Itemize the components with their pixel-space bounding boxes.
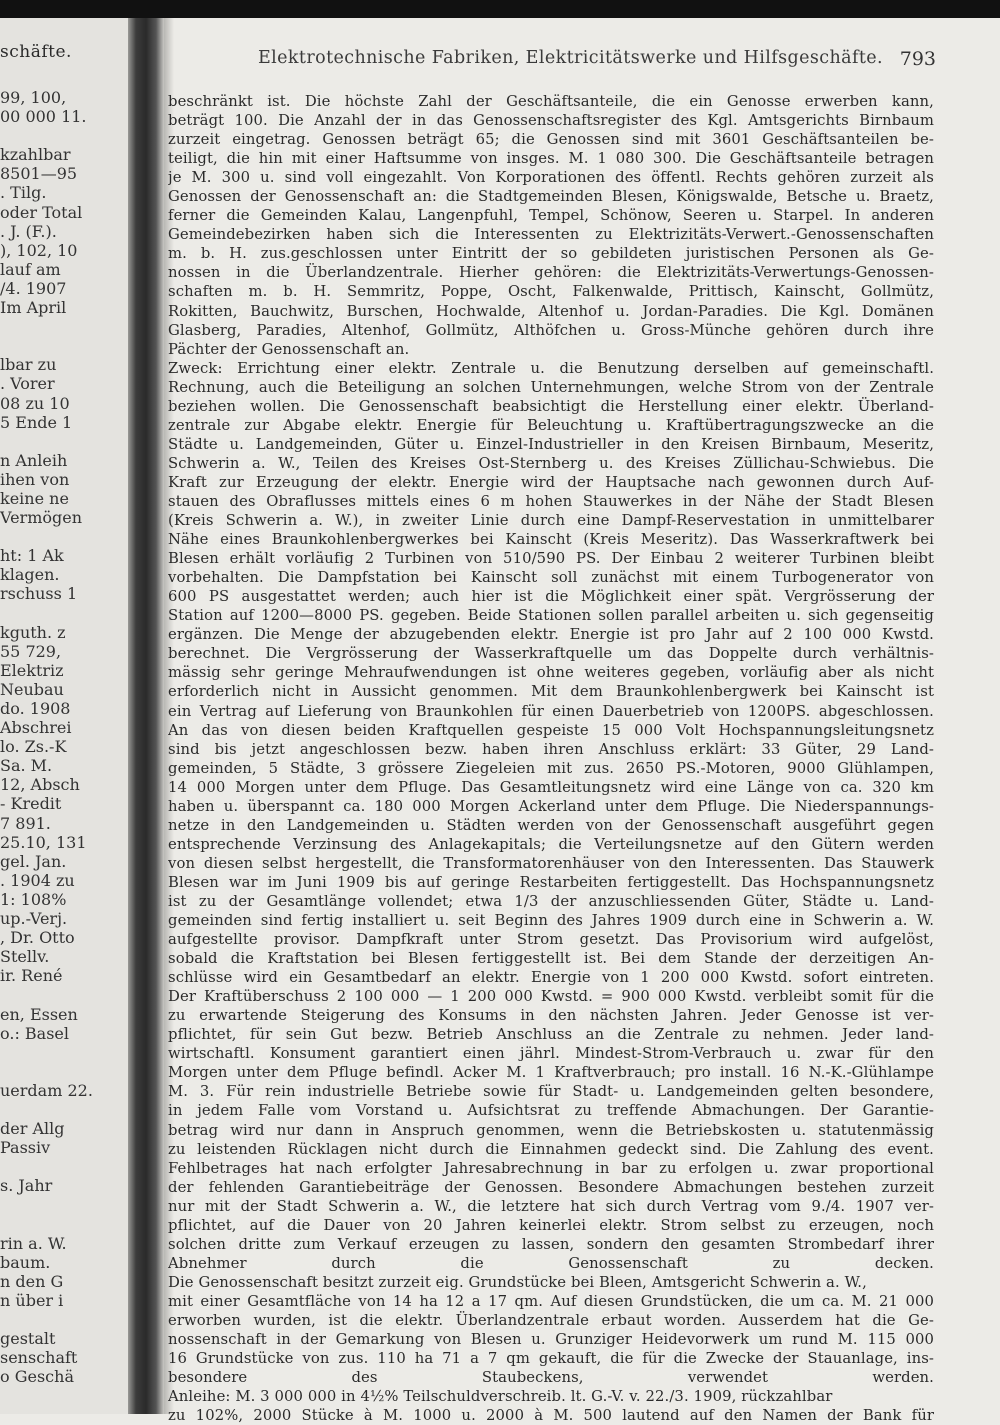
text-line: stauen des Obraflusses mittels eines 6 m hohen Stauwerkes in der Nähe der Stadt Blesen	[168, 492, 934, 510]
text-line: Rechnung, auch die Beteiligung an solchen Unternehmungen, welche Strom von der Zentrale	[168, 378, 934, 396]
left-page-line	[0, 1310, 132, 1329]
text-line: M. 3. Für rein industrielle Betriebe sowie für Stadt- u. Landgemeinden gelten besondere,	[168, 1083, 934, 1101]
text-line: erworben wurden, ist die elektr. Überlandzentrale erbaut worden. Ausserdem hat die Ge-	[168, 1312, 934, 1329]
left-page-line: kzahlbar	[0, 145, 71, 165]
left-page-line: oder Total	[0, 202, 83, 222]
text-line: haben u. überspannt ca. 180 000 Morgen Ackerland unter dem Pfluge. Die Niederspannungs-	[168, 797, 934, 815]
text-line: (Kreis Schwerin a. W.), in zweiter Linie durch eine Dampf-Reservestation in unmittelbarer	[168, 512, 934, 530]
left-page-line: . Tilg.	[0, 183, 47, 203]
text-line: Anleihe: M. 3 000 000 in 4½% Teilschuldverschreib. lt. G.-V. v. 22./3. 1909, rückzahlbar	[168, 1388, 833, 1406]
text-line: mässig sehr geringe Mehraufwendungen ist ohne weiteres gegeben, vorläufig aber als nicht	[168, 664, 934, 682]
left-page-line: Vermögen	[0, 508, 83, 528]
text-line: besondere des Staubeckens, verwendet werden.	[168, 1369, 934, 1387]
text-line: 16 Grundstücke von zus. 110 ha 71 a 7 qm gekauft, die für die Zwecke der Stauanlage, ins-	[168, 1350, 934, 1368]
text-line: zurzeit eingetrag. Genossen beträgt 65; die Genossen sind mit 3601 Geschäftsanteilen be-	[168, 131, 934, 149]
text-line: in jedem Falle vom Vorstand u. Aufsichtsrat zu treffende Abmachungen. Der Garantie-	[168, 1102, 934, 1120]
text-line: Station auf 1200—8000 PS. gegeben. Beide Stationen sollen parallel arbeiten u. sich gegenseitig	[168, 607, 934, 625]
text-line: der fehlenden Garantiebeiträge der Genossen. Besondere Abmachungen bestehen zurzeit	[168, 1178, 934, 1196]
left-page-line: 8501—95	[0, 164, 78, 184]
text-line: entsprechende Verzinsung des Anlagekapitals; die Verteilungsnetze auf den Gütern werden	[168, 835, 934, 853]
text-line: pflichtet, auf die Dauer von 20 Jahren keinerlei elektr. Strom selbst zu erzeugen, noch	[168, 1216, 934, 1234]
text-line: gemeinden, 5 Städte, 3 grössere Ziegeleien mit zus. 2650 PS.-Motoren, 9000 Glühlampen,	[168, 759, 934, 777]
left-page-line: klagen.	[0, 565, 60, 585]
left-page-line: . Vorer	[0, 374, 55, 394]
text-line: pflichtet, für sein Gut bezw. Betrieb Anschluss an die Zentrale zu nehmen. Jeder land-	[168, 1026, 934, 1044]
left-page-line: 08 zu 10	[0, 393, 70, 413]
left-page-line: ht: 1 Ak	[0, 546, 64, 566]
text-line: teiligt, die hin mit einer Haftsumme von insges. M. 1 080 300. Die Geschäftsanteile betragen	[168, 150, 934, 168]
left-page-line: rin a. W.	[0, 1233, 67, 1253]
left-page-line	[0, 604, 132, 623]
right-page	[168, 18, 1000, 1425]
left-page-line: n über i	[0, 1290, 64, 1310]
left-page-fragment	[0, 18, 132, 1414]
left-page-line: gestalt	[0, 1329, 56, 1349]
text-line: zu 102%, 2000 Stücke à M. 1000 u. 2000 à M. 500 lautend auf den Namen der Bank für	[168, 1407, 934, 1425]
text-line: netze in den Landgemeinden u. Städten werden von der Genossenschaft ausgeführt gegen	[168, 816, 934, 834]
text-line: Morgen unter dem Pfluge befindl. Acker M. 1 Kraftverbrauch; pro install. 16 N.-K.-Glühlampe	[168, 1064, 934, 1082]
text-line: zu erwartende Steigerung des Konsums in den nächsten Jahren. Jeder Genosse ist ver-	[168, 1007, 934, 1025]
left-page-line	[0, 1195, 132, 1214]
left-page-line: 1: 108%	[0, 889, 67, 909]
text-line: Der Kraftüberschuss 2 100 000 — 1 200 000 Kwstd. = 900 000 Kwstd. verbleibt somit für die	[168, 988, 934, 1006]
left-page-line: 7 891.	[0, 813, 51, 833]
left-page-line	[0, 432, 132, 451]
left-page-line: n Anleih	[0, 450, 68, 470]
left-page-line: gel. Jan.	[0, 851, 67, 871]
text-line: betrag wird nur dann in Anspruch genommen, wenn die Betriebskosten u. statutenmässig	[168, 1121, 934, 1139]
text-line: Genossen der Genossenschaft an: die Stadtgemeinden Blesen, Königswalde, Betsche u. Braetz,	[168, 188, 934, 206]
text-line: 14 000 Morgen unter dem Pfluge. Das Gesamtleitungsnetz wird eine Länge von ca. 320 km	[168, 778, 934, 796]
left-page-line: ihen von	[0, 469, 70, 489]
text-line: vorbehalten. Die Dampfstation bei Kainscht soll zunächst mit einem Turbogenerator von	[168, 569, 934, 587]
left-page-line: Stellv.	[0, 947, 50, 967]
text-line: Kraft zur Erzeugung der elektr. Energie wird der Hauptsache nach gewonnen durch Auf-	[168, 473, 934, 491]
left-page-line	[0, 1062, 132, 1081]
left-page-line: s. Jahr	[0, 1176, 53, 1196]
left-page-line	[0, 1215, 132, 1234]
left-page-line	[0, 317, 132, 336]
left-page-line: 55 729,	[0, 641, 62, 661]
left-page-line: Abschrei	[0, 718, 72, 738]
text-line: zu leistenden Rücklagen nicht durch die Einnahmen gedeckt sind. Die Zahlung des event.	[168, 1140, 934, 1158]
left-page-line: Elektriz	[0, 660, 64, 680]
text-line: solchen dritte zum Verkauf erzeugen zu lassen, sondern den gesamten Strombedarf ihrer	[168, 1235, 934, 1253]
left-page-line: Passiv	[0, 1138, 51, 1158]
text-line: Blesen erhält vorläufig 2 Turbinen von 510/590 PS. Der Einbau 2 weiterer Turbinen bleibt	[168, 550, 934, 568]
text-line: wirtschaftl. Konsument garantiert einen jährl. Mindest-Strom-Verbrauch u. zwar für den	[168, 1045, 934, 1063]
left-page-line	[0, 1043, 132, 1062]
left-page-line: uerdam 22.	[0, 1080, 93, 1100]
left-page-line	[0, 1100, 132, 1119]
text-line: mit einer Gesamtfläche von 14 ha 12 a 17 qm. Auf diesen Grundstücken, die um ca. M. 21 000	[168, 1292, 934, 1310]
left-page-line: n den G	[0, 1271, 64, 1291]
text-line: Gemeindebezirken haben sich die Interessenten zu Elektrizitäts-Verwert.-Genossenschaften	[168, 226, 934, 244]
book-gutter	[128, 18, 164, 1414]
body-text	[168, 92, 934, 1425]
left-page-line	[0, 1157, 132, 1176]
text-line: m. b. H. zus.geschlossen unter Eintritt der so gebildeten juristischen Personen als Ge-	[168, 245, 934, 263]
left-page-line: Neubau	[0, 679, 64, 699]
text-line: Die Genossenschaft besitzt zurzeit eig. Grundstücke bei Bleen, Amtsgericht Schwerin a. W.,	[168, 1273, 867, 1291]
text-line: beziehen wollen. Die Genossenschaft beabsichtigt die Herstellung einer elektr. Überland-	[168, 397, 934, 415]
text-line: Rokitten, Bauchwitz, Burschen, Hochwalde, Altenhof u. Jordan-Paradies. Die Kgl. Domänen	[168, 302, 934, 320]
scan-top-edge	[0, 0, 1000, 18]
left-page-line	[0, 527, 132, 546]
text-line: Fehlbetrages hat nach erfolgter Jahresabrechnung in bar zu erfolgen u. zwar proportional	[168, 1159, 934, 1177]
left-page-line	[0, 336, 132, 355]
left-page-line: senschaft	[0, 1348, 78, 1368]
left-page-line: 12, Absch	[0, 775, 80, 795]
text-line: Schwerin a. W., Teilen des Kreises Ost-Sternberg u. des Kreises Züllichau-Schwiebus. Die	[168, 454, 934, 472]
left-page-line: /4. 1907	[0, 278, 67, 298]
left-page-line: 00 000 11.	[0, 107, 87, 127]
text-line: von diesen selbst hergestellt, die Transformatorenhäuser von den Interessenten. Das Stauwerk	[168, 854, 934, 872]
text-line: ergänzen. Die Menge der abzugebenden elektr. Energie ist pro Jahr auf 2 100 000 Kwstd.	[168, 626, 934, 644]
text-line: Nähe eines Braunkohlenbergwerkes bei Kainscht (Kreis Meseritz). Das Wasserkraftwerk bei	[168, 531, 934, 549]
left-page-line: lo. Zs.-K	[0, 737, 67, 757]
left-page-line: o Geschä	[0, 1367, 74, 1387]
text-line: Abnehmer durch die Genossenschaft zu decken.	[168, 1254, 934, 1272]
left-page-line: keine ne	[0, 488, 69, 508]
left-page-line: en, Essen	[0, 1004, 78, 1024]
left-page-line	[0, 126, 132, 145]
running-title: Elektrotechnische Fabriken, Elektricitätswerke und Hilfsgeschäfte.	[258, 48, 883, 68]
left-page-line: 99, 100,	[0, 88, 67, 107]
left-page-text	[0, 88, 132, 1386]
left-page-line: 5 Ende 1	[0, 412, 73, 432]
left-page-line: rschuss 1	[0, 584, 78, 604]
left-page-line: lbar zu	[0, 355, 57, 375]
text-line: ist zu der Gesamtlänge vollendet; etwa 1/3 der anzuschliessenden Güter, Städte u. Land-	[168, 892, 934, 910]
text-line: zentrale zur Abgabe elektr. Energie für Beleuchtung u. Kraftübertragungszwecke an die	[168, 416, 934, 434]
text-line: je M. 300 u. sind voll eingezahlt. Von Korporationen des öffentl. Rechts gehören zurzeit als	[168, 169, 934, 187]
text-line: An das von diesen beiden Kraftquellen gespeiste 15 000 Volt Hochspannungsleitungsnetz	[168, 721, 934, 739]
text-line: beträgt 100. Die Anzahl der in das Genossenschaftsregister des Kgl. Amtsgerichts Birnbaum	[168, 112, 934, 130]
left-page-line: baum.	[0, 1252, 51, 1272]
left-page-line: o.: Basel	[0, 1023, 70, 1043]
text-line: Pächter der Genossenschaft an.	[168, 340, 410, 358]
left-page-line: Im April	[0, 298, 67, 318]
text-line: nossen in die Überlandzentrale. Hierher gehören: die Elektrizitäts-Verwertungs-Genossen-	[168, 264, 934, 282]
page-number: 793	[899, 48, 936, 70]
text-line: erforderlich nicht in Aussicht genommen. Mit dem Braunkohlenbergwerk bei Kainscht ist	[168, 683, 934, 701]
left-page-line: der Allg	[0, 1119, 65, 1139]
text-line: schlüsse wird ein Gesamtbedarf an elektr. Energie von 1 200 000 Kwstd. sofort eintreten.	[168, 969, 934, 987]
text-line: Blesen war im Juni 1909 bis auf geringe Restarbeiten fertiggestellt. Das Hochspannungsnetz	[168, 873, 934, 891]
text-line: ferner die Gemeinden Kalau, Langenpfuhl, Tempel, Schönow, Seeren u. Starpel. In anderen	[168, 207, 934, 225]
left-page-line: ), 102, 10	[0, 240, 78, 260]
left-page-line: kguth. z	[0, 622, 66, 642]
text-line: schaften m. b. H. Semmritz, Poppe, Oscht, Falkenwalde, Prittisch, Kainscht, Gollmütz,	[168, 283, 934, 301]
text-line: aufgestellte provisor. Dampfkraft unter Strom gesetzt. Das Provisorium wird aufgelöst,	[168, 931, 934, 949]
left-page-line: - Kredit	[0, 794, 62, 814]
left-page-line: ir. René	[0, 966, 63, 986]
left-page-line: , Dr. Otto	[0, 928, 75, 948]
text-line: gemeinden sind fertig installiert u. seit Beginn des Jahres 1909 durch eine in Schwerin a. W.	[168, 912, 934, 930]
text-line: sobald die Kraftstation bei Blesen fertiggestellt ist. Bei dem Stande der derzeitigen An-	[168, 950, 934, 968]
text-line: Städte u. Landgemeinden, Güter u. Einzel-Industrieller in den Kreisen Birnbaum, Meseritz,	[168, 435, 934, 453]
left-page-line	[0, 985, 132, 1004]
text-line: Zweck: Errichtung einer elektr. Zentrale u. die Benutzung derselben auf gemeinschaftl.	[168, 359, 934, 377]
left-page-line: lauf am	[0, 259, 61, 279]
text-line: berechnet. Die Vergrösserung der Wasserkraftquelle um das Doppelte durch verhältnis-	[168, 645, 934, 663]
text-line: 600 PS ausgestattet werden; auch hier ist die Möglichkeit einer spät. Vergrösserung der	[168, 588, 934, 606]
text-line: beschränkt ist. Die höchste Zahl der Geschäftsanteile, die ein Genosse erwerben kann,	[168, 93, 934, 110]
left-page-running-title: schäfte.	[0, 42, 72, 62]
left-page-line: Sa. M.	[0, 756, 53, 776]
text-line: nur mit der Stadt Schwerin a. W., die letztere hat sich durch Vertrag vom 9./4. 1907 ver-	[168, 1197, 934, 1215]
left-page-line: up.-Verj.	[0, 909, 68, 929]
left-page-line: . 1904 zu	[0, 870, 75, 890]
left-page-line: do. 1908	[0, 699, 71, 718]
left-page-line: 25.10, 131	[0, 832, 87, 852]
text-line: nossenschaft in der Gemarkung von Blesen u. Grunziger Heidevorwerk um rund M. 115 000	[168, 1331, 934, 1349]
left-page-line: . J. (F.).	[0, 221, 57, 241]
text-line: sind bis jetzt angeschlossen bezw. haben ihren Anschluss erklärt: 33 Güter, 29 Land-	[168, 740, 934, 758]
text-line: ein Vertrag auf Lieferung von Braunkohlen für einen Dauerbetrieb von 1200PS. abgeschlossen.	[168, 702, 934, 720]
text-line: Glasberg, Paradies, Altenhof, Gollmütz, Althöfchen u. Gross-Münche gehören durch ihre	[168, 321, 934, 339]
